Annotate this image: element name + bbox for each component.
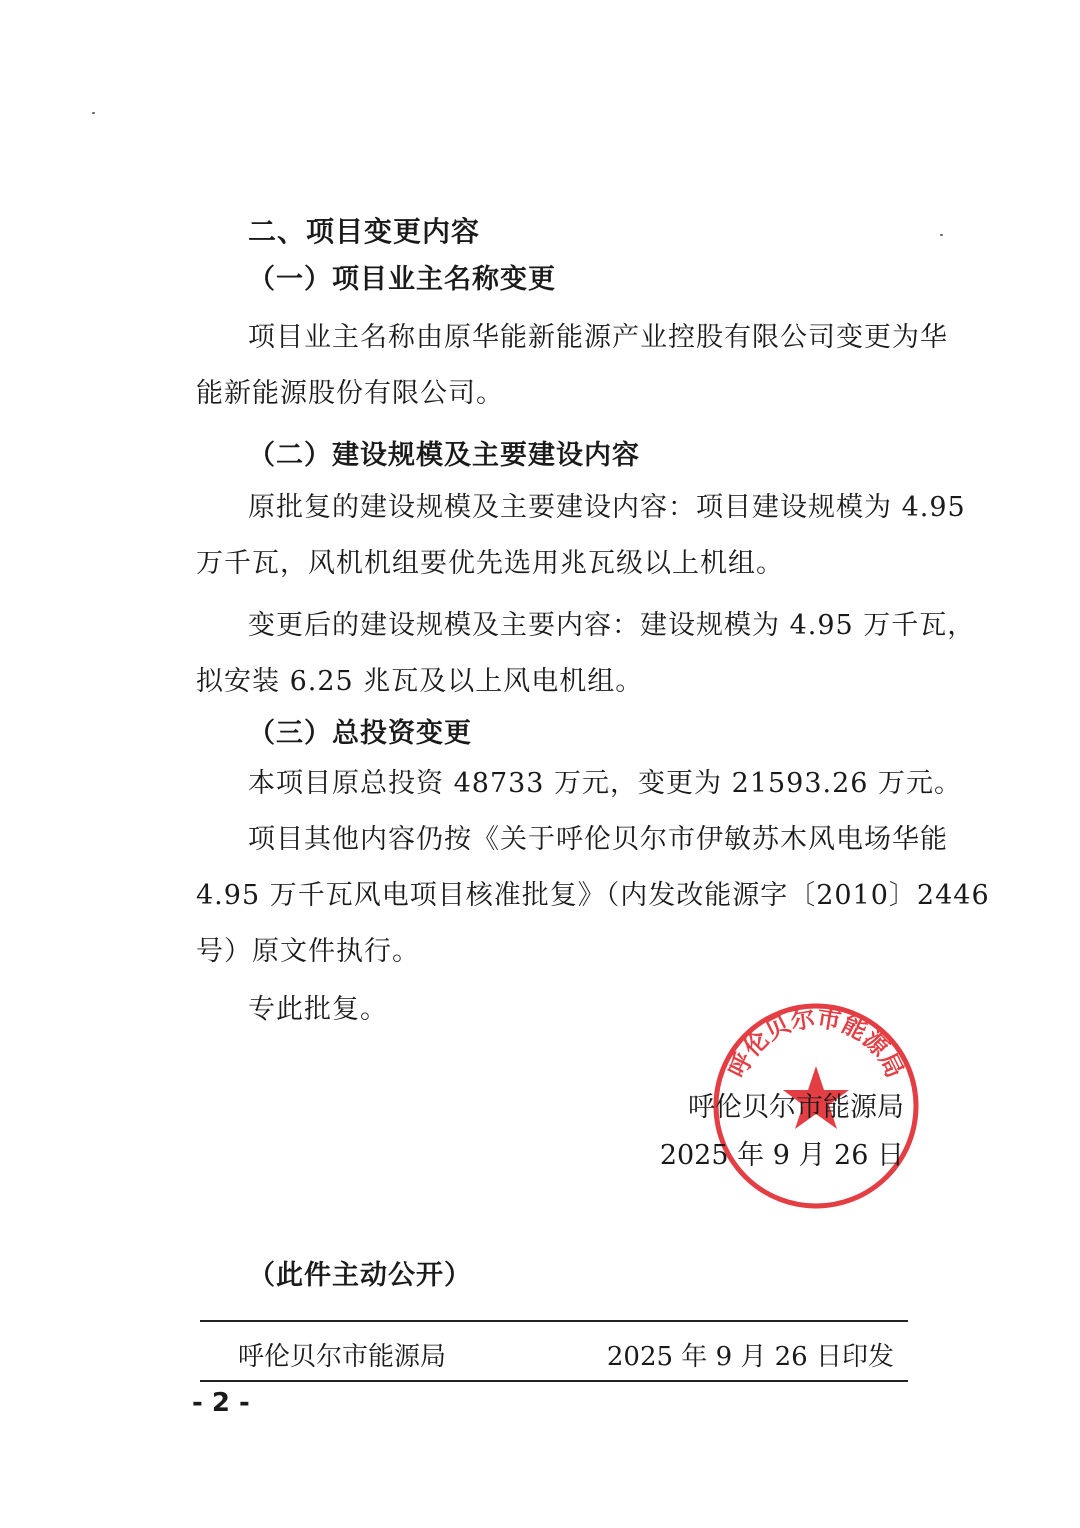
footer-date: 2025 年 9 月 26 日印发 [606,1342,894,1372]
section-heading: 二、项目变更内容 [248,215,481,248]
subsection-heading-1: （一）项目业主名称变更 [248,264,556,295]
paragraph-line: 拟安装 6.25 兆瓦及以上风电机组。 [196,666,644,697]
paragraph-line: 项目业主名称由原华能新能源产业控股有限公司变更为华 [248,322,948,353]
paragraph-line: 变更后的建设规模及主要内容：建设规模为 4.95 万千瓦， [248,610,976,641]
paragraph-line: 4.95 万千瓦风电项目核准批复》（内发改能源字〔2010〕2446 [196,880,990,911]
signature-date: 2025 年 9 月 26 日 [659,1140,904,1171]
seal-text: 呼伦贝尔市能源局 [722,1004,910,1083]
paragraph-line: 万千瓦，风机机组要优先选用兆瓦级以上机组。 [196,548,784,579]
footer-org: 呼伦贝尔市能源局 [238,1342,447,1372]
paragraph-line: 能新能源股份有限公司。 [196,378,504,409]
paragraph-line: 项目其他内容仍按《关于呼伦贝尔市伊敏苏木风电场华能 [248,824,948,855]
paragraph-line: 原批复的建设规模及主要建设内容：项目建设规模为 4.95 [248,492,966,523]
signature-org: 呼伦贝尔市能源局 [688,1092,904,1123]
subsection-heading-2: （二）建设规模及主要建设内容 [248,440,640,471]
page-number: - 2 - [192,1388,250,1418]
footer-top-rule [200,1320,908,1322]
paragraph-line: 号）原文件执行。 [196,936,420,967]
closing-text: 专此批复。 [248,994,388,1025]
footer-bottom-rule [200,1380,908,1382]
disclosure-note: （此件主动公开） [248,1260,472,1291]
paragraph-line: 本项目原总投资 48733 万元，变更为 21593.26 万元。 [248,768,963,799]
subsection-heading-3: （三）总投资变更 [248,718,472,749]
scan-speck [92,112,95,114]
